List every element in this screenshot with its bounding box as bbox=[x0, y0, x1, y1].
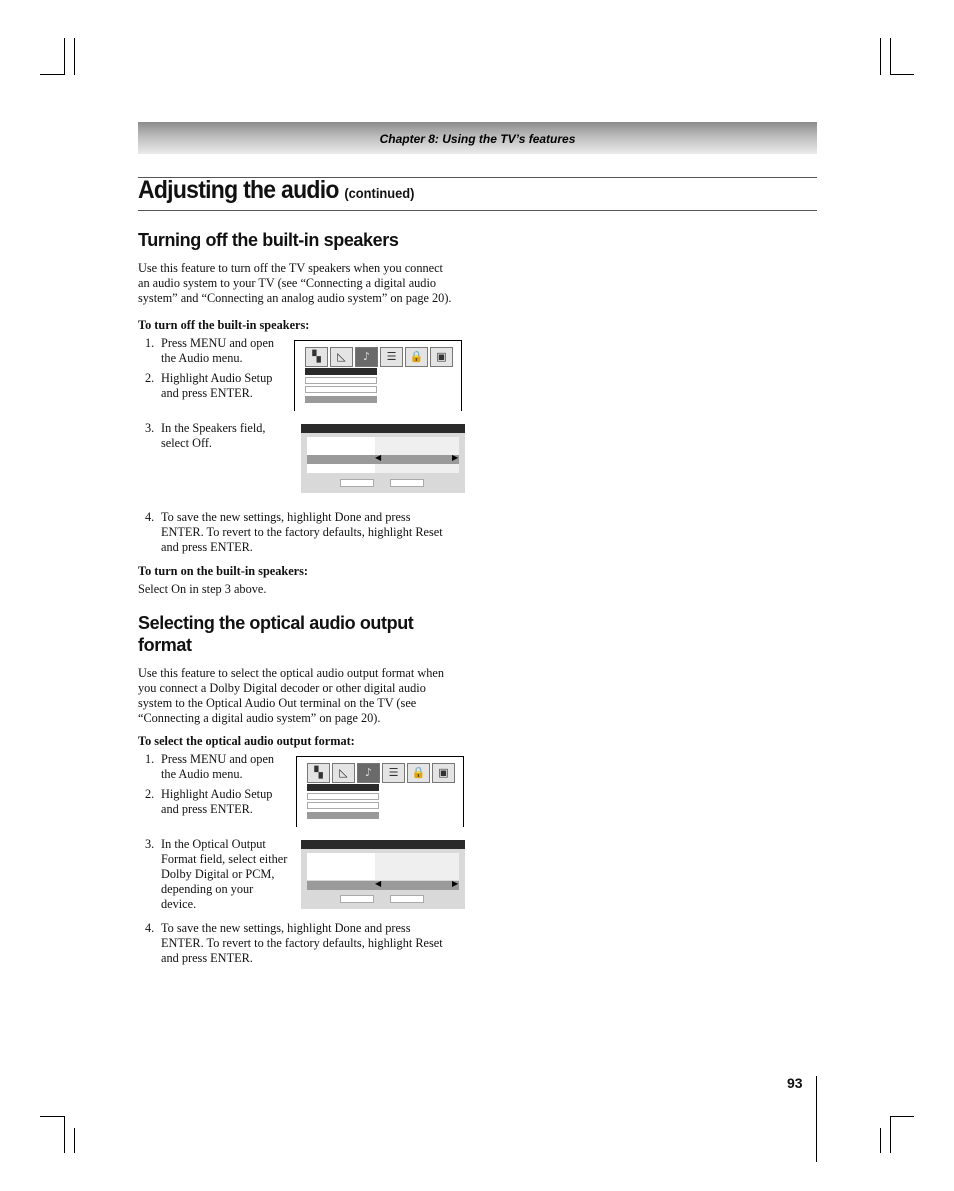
menu-row bbox=[307, 437, 459, 446]
page-title bbox=[138, 176, 414, 205]
menu-row bbox=[305, 386, 377, 393]
menu-header-bar bbox=[307, 784, 379, 791]
audio-setup-screenshot bbox=[301, 424, 465, 493]
step-line: In the Speakers field, bbox=[161, 421, 266, 435]
audio-setup-screenshot bbox=[301, 840, 465, 909]
procedure-title: To turn on the built-in speakers: bbox=[138, 564, 309, 578]
step-number: 1. bbox=[145, 752, 155, 766]
menu-row-highlighted bbox=[305, 396, 377, 403]
turn-on-text: Select On in step 3 above. bbox=[138, 582, 267, 596]
menu-row-highlighted bbox=[307, 881, 459, 890]
step-item bbox=[145, 921, 443, 966]
audio-icon: ♪ bbox=[355, 347, 378, 367]
heading-line: format bbox=[138, 635, 192, 655]
crop-mark bbox=[74, 1128, 75, 1153]
intro-line: “Connecting a digital audio system” on page 20). bbox=[138, 711, 381, 725]
menu-icon-row bbox=[307, 763, 457, 783]
reset-button bbox=[390, 479, 424, 487]
menu-row bbox=[305, 377, 377, 384]
preferences-icon: ☰ bbox=[380, 347, 403, 367]
step-line: To save the new settings, highlight Done and press bbox=[161, 921, 411, 935]
intro-line: system” and “Connecting an analog audio system” on page 20). bbox=[138, 291, 452, 305]
step-number: 3. bbox=[145, 837, 155, 851]
title-rule-bottom bbox=[138, 210, 817, 211]
menu-icon-row bbox=[305, 347, 455, 367]
step-item bbox=[145, 421, 266, 451]
menu-header-bar bbox=[305, 368, 377, 375]
step-item bbox=[145, 510, 443, 555]
menu-row bbox=[307, 446, 459, 455]
footer-rule bbox=[816, 1076, 817, 1162]
audio-menu-screenshot bbox=[294, 340, 462, 411]
step-line: Format field, select either bbox=[161, 852, 288, 866]
reset-button bbox=[390, 895, 424, 903]
section-heading-optical bbox=[138, 612, 413, 656]
step-item bbox=[145, 336, 275, 366]
page-title-text: Adjusting the audio bbox=[138, 176, 339, 204]
section-intro-optical bbox=[138, 666, 468, 726]
step-number: 4. bbox=[145, 921, 155, 935]
step-item bbox=[145, 752, 275, 782]
step-line: In the Optical Output bbox=[161, 837, 266, 851]
step-line: select Off. bbox=[161, 436, 212, 450]
procedure-title: To select the optical audio output format: bbox=[138, 734, 355, 748]
step-line: and press ENTER. bbox=[161, 540, 253, 554]
right-arrow-icon: ▶ bbox=[452, 453, 459, 462]
menu-row bbox=[307, 464, 459, 473]
intro-line: Use this feature to turn off the TV speakers when you connect bbox=[138, 261, 443, 275]
picture-icon: ▚ bbox=[305, 347, 328, 367]
menu-row-highlighted bbox=[307, 812, 379, 819]
menu-row bbox=[307, 862, 459, 871]
step-line: the Audio menu. bbox=[161, 351, 243, 365]
step-item bbox=[145, 837, 288, 912]
step-line: ENTER. To revert to the factory defaults, highlight Reset bbox=[161, 936, 443, 950]
step-line: To save the new settings, highlight Done and press bbox=[161, 510, 411, 524]
crop-mark bbox=[74, 38, 75, 75]
step-item bbox=[145, 787, 273, 817]
picture-icon: ▚ bbox=[307, 763, 330, 783]
crop-mark bbox=[890, 1116, 891, 1153]
menu-header-bar bbox=[301, 424, 465, 433]
intro-line: Use this feature to select the optical audio output format when bbox=[138, 666, 444, 680]
crop-mark bbox=[880, 38, 881, 75]
step-number: 1. bbox=[145, 336, 155, 350]
audio-menu-screenshot bbox=[296, 756, 464, 827]
preferences-icon: ☰ bbox=[382, 763, 405, 783]
setup-icon: ◺ bbox=[332, 763, 355, 783]
step-line: Press MENU and open bbox=[161, 752, 275, 766]
step-number: 3. bbox=[145, 421, 155, 435]
crop-mark bbox=[40, 1116, 64, 1117]
intro-line: system to the Optical Audio Out terminal on the TV (see bbox=[138, 696, 417, 710]
step-line: and press ENTER. bbox=[161, 951, 253, 965]
menu-row bbox=[307, 793, 379, 800]
crop-mark bbox=[890, 74, 914, 75]
lock-icon: 🔒 bbox=[407, 763, 430, 783]
menu-row bbox=[307, 853, 459, 862]
audio-icon: ♪ bbox=[357, 763, 380, 783]
lock-icon: 🔒 bbox=[405, 347, 428, 367]
step-line: and press ENTER. bbox=[161, 802, 253, 816]
menu-row bbox=[307, 802, 379, 809]
step-line: Dolby Digital or PCM, bbox=[161, 867, 275, 881]
left-arrow-icon: ◀ bbox=[375, 879, 382, 888]
step-number: 2. bbox=[145, 371, 155, 385]
crop-mark bbox=[890, 38, 891, 75]
setup-icon: ◺ bbox=[330, 347, 353, 367]
menu-header-bar bbox=[301, 840, 465, 849]
crop-mark bbox=[64, 38, 65, 75]
applications-icon: ▣ bbox=[432, 763, 455, 783]
menu-row-highlighted bbox=[307, 455, 459, 464]
step-line: the Audio menu. bbox=[161, 767, 243, 781]
intro-line: you connect a Dolby Digital decoder or other digital audio bbox=[138, 681, 426, 695]
crop-mark bbox=[64, 1116, 65, 1153]
step-line: Highlight Audio Setup bbox=[161, 787, 273, 801]
crop-mark bbox=[40, 74, 64, 75]
menu-row bbox=[307, 871, 459, 880]
step-line: and press ENTER. bbox=[161, 386, 253, 400]
procedure-title: To turn off the built-in speakers: bbox=[138, 318, 310, 332]
done-button bbox=[340, 479, 374, 487]
intro-line: an audio system to your TV (see “Connecting a digital audio bbox=[138, 276, 437, 290]
step-line: Press MENU and open bbox=[161, 336, 275, 350]
section-heading-speakers: Turning off the built-in speakers bbox=[138, 230, 399, 250]
step-line: depending on your bbox=[161, 882, 254, 896]
page-number: 93 bbox=[787, 1075, 803, 1091]
step-line: device. bbox=[161, 897, 197, 911]
applications-icon: ▣ bbox=[430, 347, 453, 367]
section-intro-speakers bbox=[138, 261, 468, 306]
step-number: 2. bbox=[145, 787, 155, 801]
page-title-continued: (continued) bbox=[344, 185, 415, 201]
step-item bbox=[145, 371, 273, 401]
right-arrow-icon: ▶ bbox=[452, 879, 459, 888]
crop-mark bbox=[880, 1128, 881, 1153]
done-button bbox=[340, 895, 374, 903]
step-line: ENTER. To revert to the factory defaults, highlight Reset bbox=[161, 525, 443, 539]
crop-mark bbox=[890, 1116, 914, 1117]
step-line: Highlight Audio Setup bbox=[161, 371, 273, 385]
left-arrow-icon: ◀ bbox=[375, 453, 382, 462]
heading-line: Selecting the optical audio output bbox=[138, 613, 414, 633]
step-number: 4. bbox=[145, 510, 155, 524]
chapter-title: Chapter 8: Using the TV’s features bbox=[379, 132, 576, 146]
